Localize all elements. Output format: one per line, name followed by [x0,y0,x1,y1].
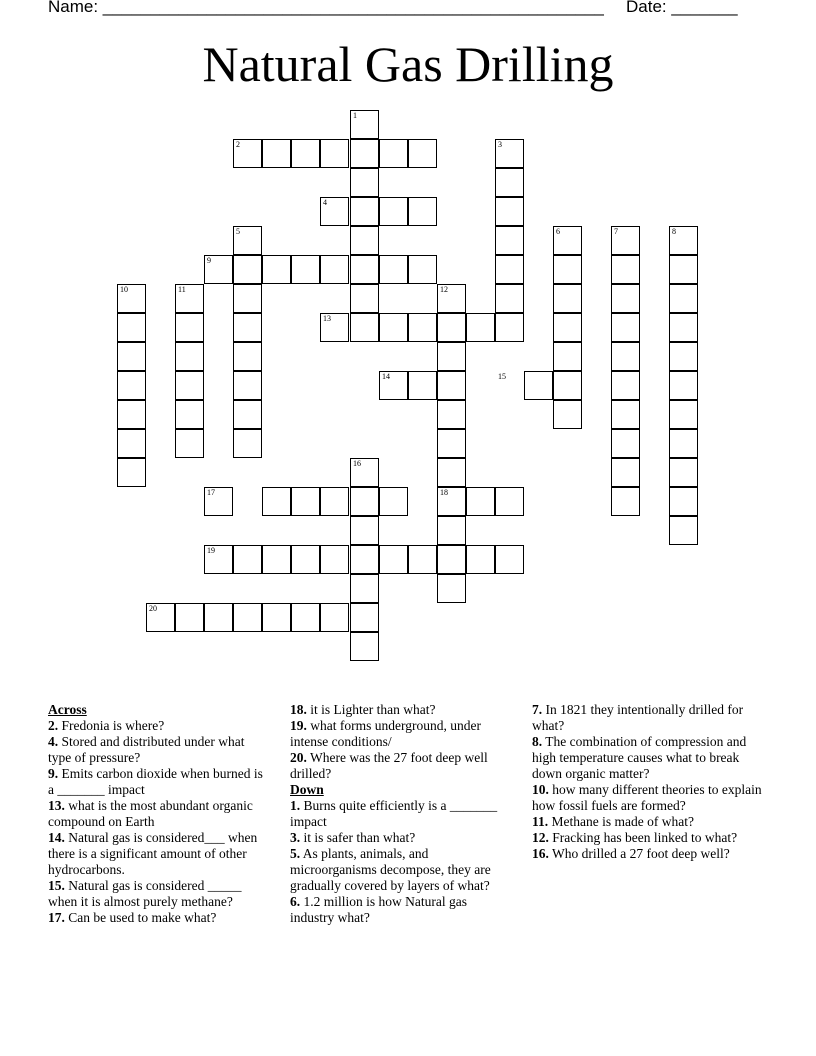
clue-text: how many different theories to explain how fossil fuels are formed? [532,782,762,813]
clue-item [290,750,512,782]
clue-item [48,798,270,830]
grid-cell[interactable] [175,313,204,342]
clue-number: 4 [323,198,327,207]
grid-cell[interactable] [233,313,262,342]
grid-cell[interactable] [320,545,349,574]
clue-number: 18 [440,488,448,497]
clue-text: As plants, animals, and microorganisms decompose, they are gradually covered by layers of what? [290,846,491,893]
clue-item [532,702,772,734]
clue-number-label: 4. [48,734,59,749]
grid-cell[interactable] [262,487,291,516]
grid-cell[interactable] [495,255,524,284]
grid-cell[interactable] [553,255,582,284]
clue-text: Fredonia is where? [61,718,165,733]
clue-number: 1 [353,111,357,120]
grid-cell[interactable] [437,371,466,400]
grid-cell[interactable] [320,255,349,284]
grid-cell[interactable] [291,545,320,574]
clue-text: Burns quite efficiently is a _______ impact [290,798,498,829]
grid-cell[interactable] [175,603,204,632]
grid-cell[interactable] [350,168,379,197]
page-title: Natural Gas Drilling [202,36,614,92]
grid-cell[interactable] [350,487,379,516]
clue-number: 14 [382,372,390,381]
clue-number: 12 [440,285,448,294]
clue-number-label: 15. [48,878,65,893]
clue-number-label: 14. [48,830,65,845]
clues-column-1 [48,702,270,926]
grid-cell[interactable] [117,342,146,371]
grid-cell[interactable] [495,313,524,342]
grid-cell[interactable] [437,429,466,458]
clue-item [532,830,772,846]
grid-cell[interactable] [233,255,262,284]
clue-item [48,830,270,878]
clue-item [48,718,270,734]
grid-cell[interactable] [350,313,379,342]
grid-cell[interactable] [669,255,698,284]
grid-cell[interactable] [233,603,262,632]
grid-cell[interactable] [350,255,379,284]
grid-cell[interactable] [611,458,640,487]
grid-cell[interactable] [669,342,698,371]
clue-number-label: 5. [290,846,301,861]
grid-cell[interactable] [262,545,291,574]
grid-cell[interactable] [408,255,437,284]
grid-cell[interactable] [669,487,698,516]
grid-cell[interactable] [350,545,379,574]
grid-cell[interactable] [611,342,640,371]
clue-item [48,910,270,926]
grid-cell[interactable] [611,313,640,342]
grid-cell[interactable] [262,255,291,284]
clue-number-label: 16. [532,846,549,861]
clue-item [532,846,772,862]
clue-text: Natural gas is considered _____ when it is almost purely methane? [48,878,242,909]
grid-cell[interactable] [233,371,262,400]
clue-number-label: 11. [532,814,549,829]
grid-cell[interactable] [350,284,379,313]
clue-number-label: 6. [290,894,301,909]
clue-number-label: 2. [48,718,59,733]
grid-cell[interactable] [233,429,262,458]
grid-cell[interactable] [408,197,437,226]
clue-item [290,798,512,830]
grid-cell[interactable] [669,400,698,429]
clue-text: it is Lighter than what? [310,702,436,717]
clue-number-label: 1. [290,798,301,813]
clues-column-3 [532,702,772,862]
grid-cell[interactable] [437,458,466,487]
grid-cell[interactable] [379,313,408,342]
clue-number: 6 [556,227,560,236]
clue-number-label: 19. [290,718,307,733]
clue-number: 15 [498,372,506,381]
grid-cell[interactable] [495,168,524,197]
grid-cell[interactable] [611,255,640,284]
grid-cell[interactable] [379,545,408,574]
clue-item [290,702,512,718]
clue-number: 10 [120,285,128,294]
clue-number: 11 [178,285,186,294]
grid-cell[interactable] [117,458,146,487]
clue-number-label: 3. [290,830,301,845]
clue-number: 20 [149,604,157,613]
name-label: Name: _____________________________________________________ [48,0,604,16]
grid-cell[interactable] [437,516,466,545]
grid-cell[interactable] [291,603,320,632]
grid-cell[interactable] [350,197,379,226]
grid-cell[interactable] [495,284,524,313]
clue-item [48,734,270,766]
clue-item [532,814,772,830]
grid-cell[interactable] [466,545,495,574]
grid-cell[interactable] [437,342,466,371]
clue-text: Emits carbon dioxide when burned is a _______ impact [48,766,263,797]
clue-text: Methane is made of what? [551,814,694,829]
clue-item [290,718,512,750]
grid-cell[interactable] [350,603,379,632]
grid-cell[interactable] [233,400,262,429]
grid-cell[interactable] [669,313,698,342]
grid-cell[interactable] [553,313,582,342]
grid-cell[interactable] [437,313,466,342]
grid-cell[interactable] [117,371,146,400]
grid-cell[interactable] [350,226,379,255]
clue-item [532,734,772,782]
grid-cell[interactable] [553,371,582,400]
grid-cell[interactable] [262,139,291,168]
grid-cell[interactable] [408,139,437,168]
clue-text: what forms underground, under intense conditions/ [290,718,481,749]
clue-item [532,782,772,814]
grid-cell[interactable] [669,429,698,458]
grid-cell[interactable] [175,429,204,458]
clues-column-2 [290,702,512,926]
clue-text: In 1821 they intentionally drilled for what? [532,702,744,733]
date-label: Date: _______ [626,0,738,16]
grid-cell[interactable] [408,313,437,342]
grid-cell[interactable] [669,371,698,400]
clue-number: 8 [672,227,676,236]
grid-cell[interactable] [611,429,640,458]
grid-cell[interactable] [553,342,582,371]
grid-cell[interactable] [233,284,262,313]
grid-cell[interactable] [320,487,349,516]
grid-cell[interactable] [175,400,204,429]
clue-item [290,830,512,846]
grid-cell[interactable] [524,371,553,400]
clue-item [48,878,270,910]
clue-item [48,766,270,798]
grid-cell[interactable] [117,429,146,458]
clue-number-label: 7. [532,702,543,717]
grid-cell[interactable] [204,603,233,632]
grid-cell[interactable] [175,371,204,400]
clue-text: Fracking has been linked to what? [552,830,738,845]
grid-cell[interactable] [291,487,320,516]
grid-cell[interactable] [437,574,466,603]
clue-number: 5 [236,227,240,236]
section-heading: Down [290,782,324,797]
grid-cell[interactable] [408,371,437,400]
grid-cell[interactable] [262,603,291,632]
clue-number: 2 [236,140,240,149]
clue-item [290,846,512,894]
grid-cell[interactable] [379,487,408,516]
grid-cell[interactable] [495,487,524,516]
grid-cell[interactable] [291,139,320,168]
clue-text: it is safer than what? [303,830,416,845]
grid-cell[interactable] [379,139,408,168]
grid-cell[interactable] [611,371,640,400]
grid-cell[interactable] [320,603,349,632]
clue-text: Who drilled a 27 foot deep well? [552,846,730,861]
grid-cell[interactable] [611,400,640,429]
clue-number: 16 [353,459,361,468]
grid-cell[interactable] [408,545,437,574]
grid-cell[interactable] [495,545,524,574]
section-heading: Across [48,702,87,717]
clue-number-label: 8. [532,734,543,749]
grid-cell[interactable] [233,342,262,371]
clue-number: 17 [207,488,215,497]
grid-cell[interactable] [611,284,640,313]
clue-number: 3 [498,140,502,149]
clue-number-label: 18. [290,702,307,717]
grid-cell[interactable] [669,284,698,313]
grid-cell[interactable] [175,342,204,371]
clue-number: 9 [207,256,211,265]
clue-text: Can be used to make what? [68,910,217,925]
grid-cell[interactable] [669,516,698,545]
clue-text: 1.2 million is how Natural gas industry what? [290,894,467,925]
grid-cell[interactable] [350,516,379,545]
clue-item [290,894,512,926]
clue-number: 7 [614,227,618,236]
grid-cell[interactable] [117,400,146,429]
clue-text: The combination of compression and high temperature causes what to break down organic matter? [532,734,747,781]
grid-cell[interactable] [495,226,524,255]
grid-cell[interactable] [350,574,379,603]
clue-text: Natural gas is considered___ when there is a significant amount of other hydrocarbons. [48,830,258,877]
grid-cell[interactable] [466,313,495,342]
clue-text: Where was the 27 foot deep well drilled? [290,750,488,781]
clue-number: 19 [207,546,215,555]
grid-cell[interactable] [291,255,320,284]
grid-cell[interactable] [466,487,495,516]
grid-cell[interactable] [379,197,408,226]
clue-number-label: 20. [290,750,307,765]
grid-cell[interactable] [320,139,349,168]
grid-cell[interactable] [669,458,698,487]
clue-number-label: 17. [48,910,65,925]
clue-number-label: 9. [48,766,59,781]
grid-cell[interactable] [350,632,379,661]
clue-number: 13 [323,314,331,323]
grid-cell[interactable] [233,545,262,574]
clue-number-label: 13. [48,798,65,813]
grid-cell[interactable] [350,139,379,168]
clue-number-label: 12. [532,830,549,845]
grid-cell[interactable] [611,487,640,516]
clue-number-label: 10. [532,782,549,797]
grid-cell[interactable] [437,400,466,429]
grid-cell[interactable] [553,284,582,313]
clue-text: Stored and distributed under what type of pressure? [48,734,245,765]
grid-cell[interactable] [495,197,524,226]
grid-cell[interactable] [437,545,466,574]
grid-cell[interactable] [553,400,582,429]
clue-text: what is the most abundant organic compound on Earth [48,798,253,829]
grid-cell[interactable] [117,313,146,342]
grid-cell[interactable] [379,255,408,284]
